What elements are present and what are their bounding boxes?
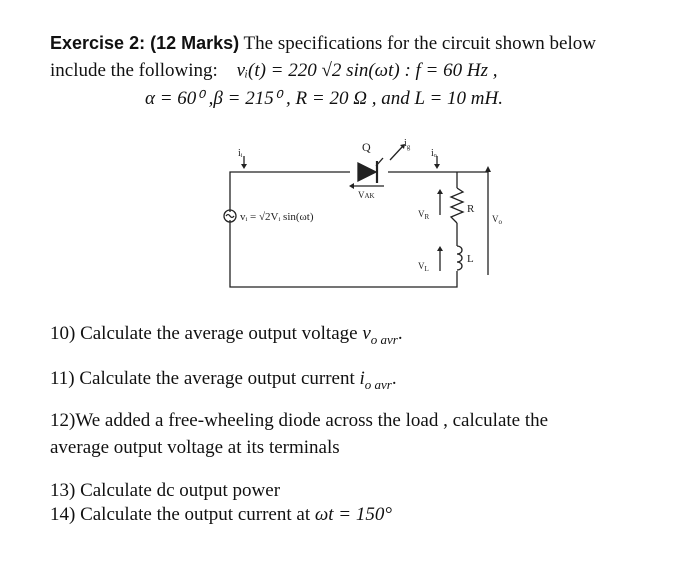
label-vak-sub: AK [364, 192, 375, 200]
thyristor-triangle [358, 163, 376, 181]
label-vl [418, 261, 429, 273]
label-ig [404, 138, 411, 151]
vak-arrowhead [349, 183, 354, 189]
q10-end: . [397, 323, 403, 344]
label-vo [492, 214, 503, 226]
label-vo-main: V [492, 214, 499, 224]
label-vak-main: V [358, 190, 365, 200]
q10-var: v [362, 323, 371, 344]
q14-math: ωt = 150° [314, 504, 392, 525]
label-vr [418, 209, 430, 221]
vo-arrowhead [485, 166, 491, 172]
wire-bottom [230, 220, 457, 287]
label-vak [358, 190, 375, 200]
question-10 [50, 323, 403, 348]
label-vl-sub: L [424, 265, 429, 273]
question-12-line-2: average output voltage at its terminals [50, 437, 340, 458]
question-13: 13) Calculate dc output power [50, 480, 281, 501]
ii-arrowhead [241, 164, 247, 169]
inductor-symbol [457, 246, 462, 270]
spec-line-2: α = 60⁰ ,β = 215⁰ , R = 20 Ω , and L = 10 mH. [145, 88, 503, 109]
label-ii: iᵢ [238, 148, 243, 159]
label-ig-sub: g [406, 143, 411, 151]
question-12-line-1: 12)We added a free-wheeling diode across the load , calculate the [50, 410, 549, 431]
label-vl-main: V [418, 261, 425, 271]
exercise-intro: The specifications for the circuit shown below [239, 33, 596, 54]
label-q: Q [362, 140, 371, 154]
label-vo-sub: o [498, 218, 502, 226]
q14-text: 14) Calculate the output current at [50, 504, 315, 525]
ig-arrow-line [390, 146, 403, 160]
q10-text: 10) Calculate the average output voltage [50, 323, 363, 344]
label-vr-main: V [418, 209, 425, 219]
question-14 [50, 504, 392, 526]
q11-end: . [391, 368, 397, 389]
label-l: L [467, 253, 474, 265]
spec-intro-text: include the following: [50, 60, 218, 81]
label-vr-sub: R [424, 213, 430, 221]
vr-arrowhead [437, 189, 443, 194]
ac-source-wave [226, 215, 234, 218]
question-11 [50, 368, 397, 393]
q11-var: i [359, 368, 365, 389]
source-label: vᵢ = √2Vᵢ sin(ωt) [240, 211, 314, 223]
q11-text: 11) Calculate the average output current [50, 368, 360, 389]
label-ig-main: i [404, 138, 407, 149]
vl-arrowhead [437, 246, 443, 251]
q10-sub: o avr [370, 331, 398, 347]
exercise-title: Exercise 2: (12 Marks) [50, 33, 240, 53]
label-r: R [467, 203, 475, 215]
q11-sub: o avr [364, 376, 392, 392]
wire-left-top [230, 172, 350, 212]
label-io: iₒ [431, 148, 437, 159]
io-arrowhead [434, 164, 440, 169]
resistor-symbol [451, 188, 463, 223]
source-voltage-spec: vᵢ(t) = 220 √2 sin(ωt) : f = 60 Hz , [236, 60, 498, 81]
